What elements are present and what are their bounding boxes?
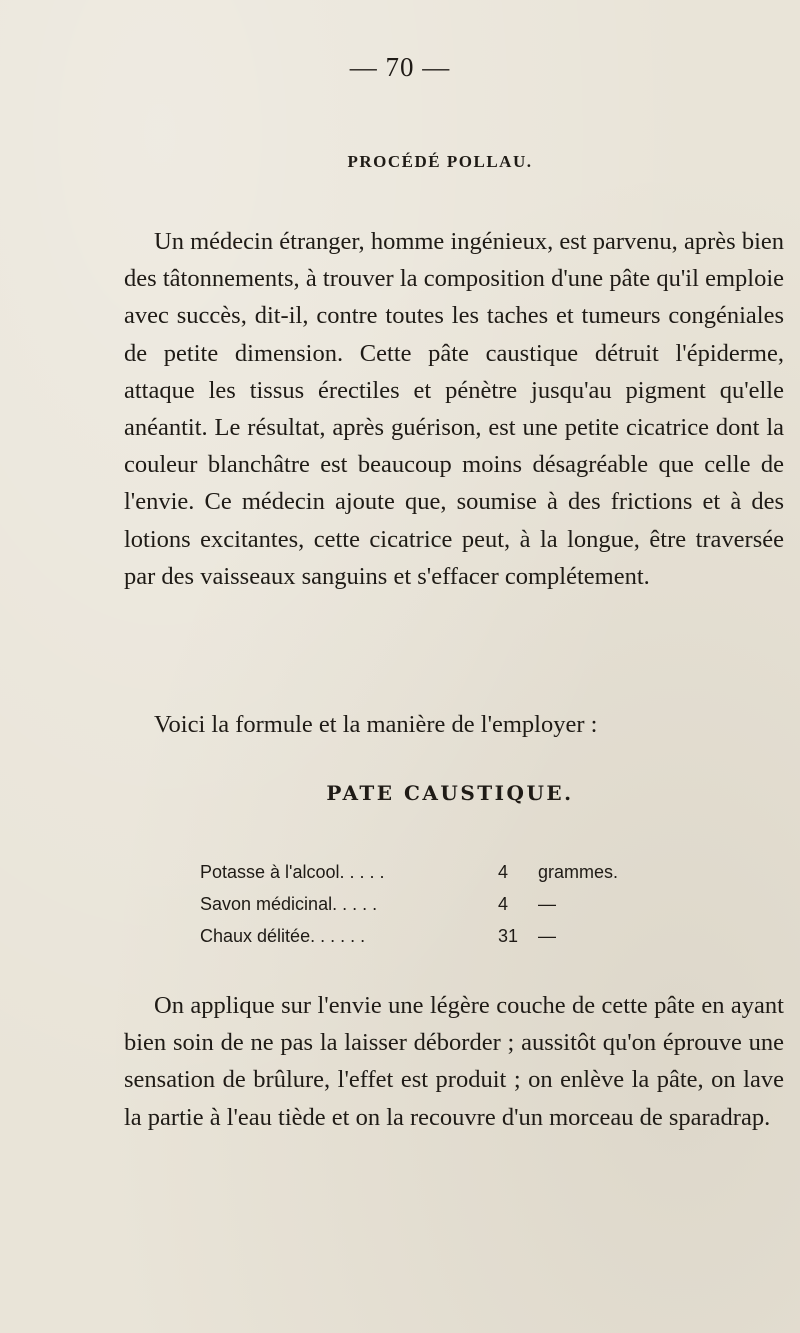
- recipe-row: [200, 856, 680, 888]
- ingredient-unit: grammes.: [538, 862, 619, 882]
- ingredient-name: Chaux délitée. . . . . .: [200, 926, 366, 946]
- ingredient-quantity: 4: [498, 894, 509, 914]
- ingredient-quantity: 31: [498, 926, 519, 946]
- paragraph-application: On applique sur l'envie une légère couche de cette pâte en ayant bien soin de ne pas la laisser déborder ; aussitôt qu'on éprouve une sensation de brûlure, l'effet est produit ; on enlève la pâte, on lave la partie à l'eau tiède et on la recouvre d'un morceau de sparadrap.: [124, 992, 784, 1131]
- recipe-row: [200, 888, 680, 920]
- page-number: — 70 —: [349, 52, 451, 82]
- paragraph-intro: Un médecin étranger, homme ingénieux, est parvenu, après bien des tâtonnements, à trouver la composition d'une pâte qu'il emploie avec succès, dit-il, contre toutes les taches et tumeurs congéniales de petite dimension. Cette pâte caustique détruit l'épiderme, attaque les tissus érectiles et pénètre jusqu'au pigment qu'elle anéantit. Le résultat, après guérison, est une petite cicatrice dont la couleur blanchâtre est beaucoup moins désagréable que celle de l'envie. Ce médecin ajoute que, soumise à des frictions et à des lotions excitantes, cette cicatrice peut, à la longue, être traversée par des vaisseaux sanguins et s'effacer complétement.: [124, 228, 784, 590]
- recipe-title: PATE CAUSTIQUE.: [326, 781, 574, 805]
- ingredient-unit: —: [538, 894, 556, 914]
- ingredient-name: Savon médicinal. . . . .: [200, 894, 378, 914]
- recipe-row: [200, 920, 680, 952]
- ingredient-quantity: 4: [498, 862, 509, 882]
- recipe-list: [200, 856, 680, 952]
- formula-intro: Voici la formule et la manière de l'employer :: [154, 711, 598, 738]
- ingredient-unit: —: [538, 926, 556, 946]
- ingredient-name: Potasse à l'alcool. . . . .: [200, 862, 385, 882]
- section-title: PROCÉDÉ POLLAU.: [347, 152, 533, 171]
